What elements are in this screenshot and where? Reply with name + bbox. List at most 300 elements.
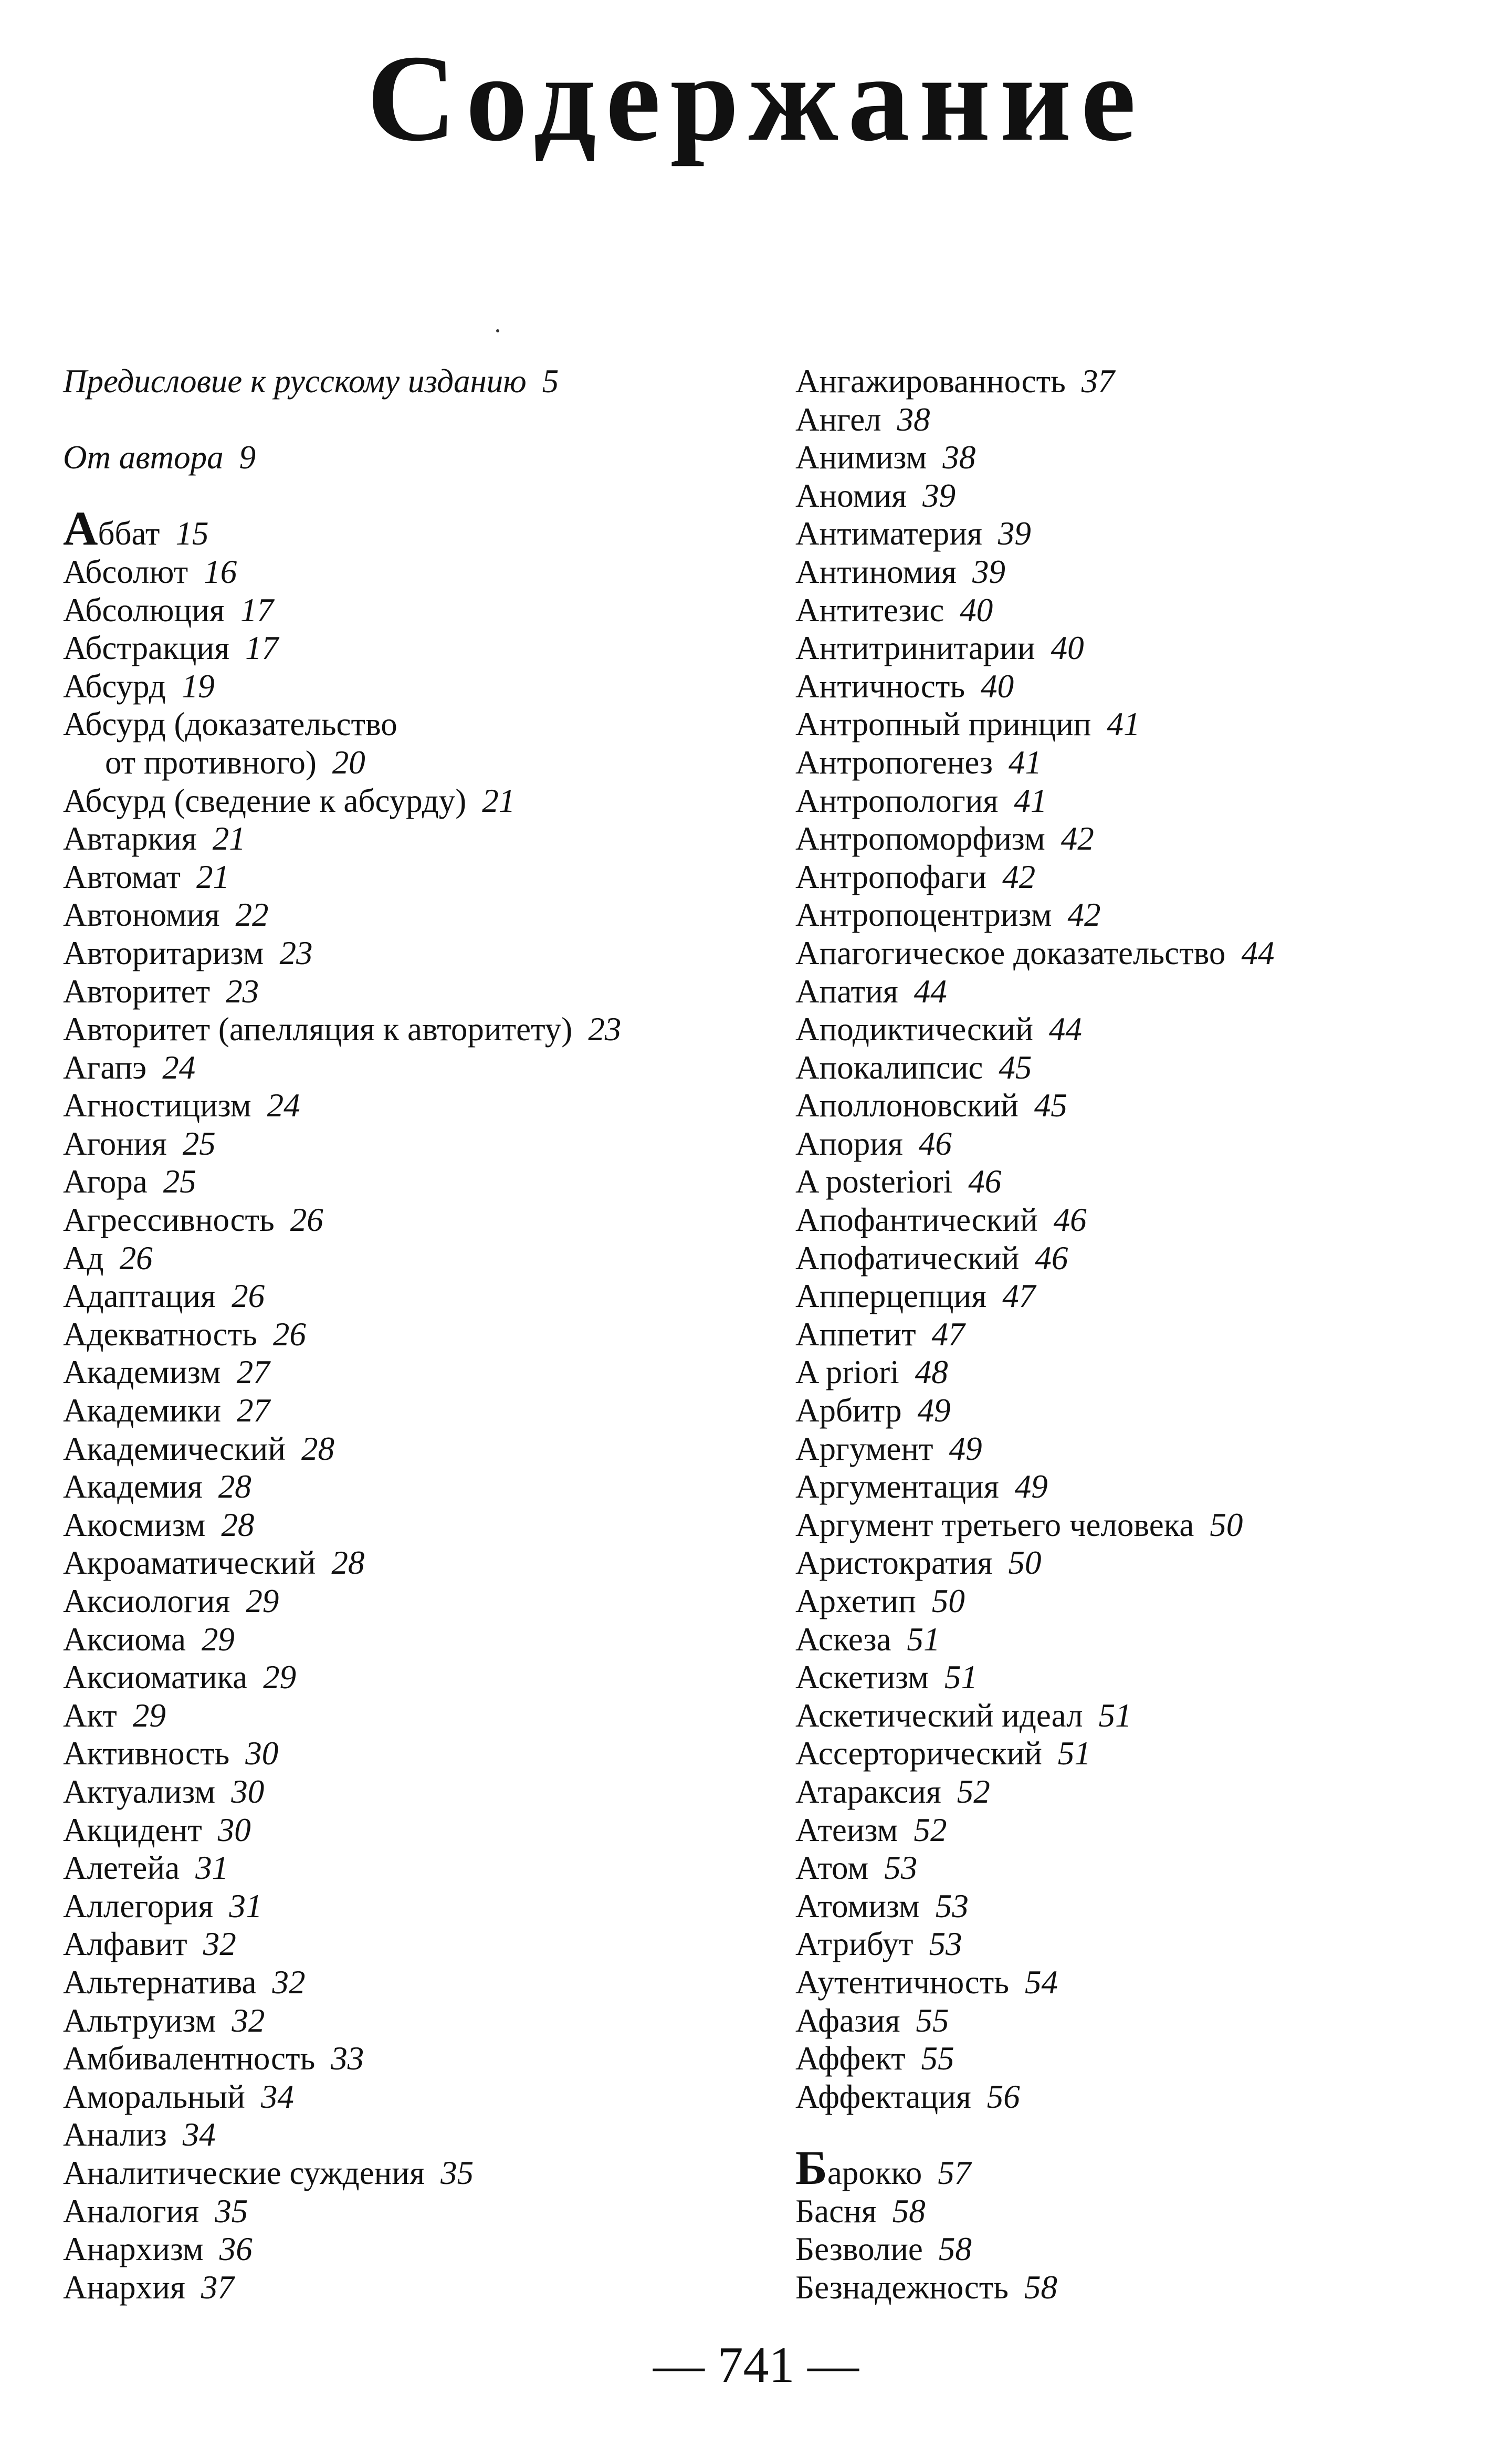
toc-term: От автора bbox=[63, 439, 224, 476]
toc-term: Акроаматический bbox=[63, 1544, 316, 1582]
toc-page-number: 36 bbox=[219, 2231, 253, 2268]
page-number: — 741 — bbox=[653, 2337, 859, 2393]
toc-term: Безнадежность bbox=[795, 2268, 1009, 2306]
toc-entry[interactable] bbox=[795, 553, 1499, 591]
toc-page-number: 58 bbox=[1024, 2268, 1058, 2306]
toc-page-number: 53 bbox=[935, 1887, 969, 1925]
toc-page-number: 37 bbox=[1081, 363, 1115, 400]
toc-term: Абсурд bbox=[63, 667, 166, 705]
toc-term: Ангажированность bbox=[795, 363, 1066, 400]
toc-page-number: 47 bbox=[931, 1315, 965, 1353]
toc-entry[interactable] bbox=[63, 1811, 766, 1849]
toc-entry[interactable] bbox=[795, 401, 1499, 439]
toc-term: Ассерторический bbox=[795, 1735, 1042, 1772]
toc-term: Аффектация bbox=[795, 2078, 971, 2115]
toc-entry[interactable] bbox=[63, 2002, 766, 2040]
toc-entry[interactable] bbox=[63, 1353, 766, 1392]
toc-term: Аналогия bbox=[63, 2192, 200, 2230]
toc-page-number: 19 bbox=[181, 667, 215, 705]
toc-term: Анархизм bbox=[63, 2231, 204, 2268]
toc-entry[interactable] bbox=[795, 515, 1499, 553]
toc-term: Предисловие к русскому изданию bbox=[63, 363, 527, 400]
toc-page-number: 46 bbox=[1053, 1201, 1087, 1239]
toc-entry[interactable] bbox=[63, 438, 766, 477]
toc-term: Абсолюция bbox=[63, 591, 225, 629]
toc-term: Аллегория bbox=[63, 1887, 214, 1925]
toc-page-number: 29 bbox=[201, 1620, 235, 1658]
toc-term: Антиномия bbox=[795, 553, 957, 590]
toc-term: Апперцепция bbox=[795, 1278, 987, 1315]
toc-entry[interactable] bbox=[63, 1734, 766, 1773]
toc-term: A priori bbox=[795, 1354, 899, 1391]
toc-entry[interactable] bbox=[63, 1773, 766, 1811]
toc-term: Автономия bbox=[63, 896, 220, 934]
toc-entry[interactable] bbox=[795, 629, 1499, 667]
toc-page-number: 34 bbox=[182, 2116, 216, 2153]
toc-page-number: 50 bbox=[1210, 1506, 1243, 1543]
toc-term: Аффект bbox=[795, 2040, 906, 2077]
toc-term: Аргумент bbox=[795, 1430, 933, 1467]
toc-entry[interactable] bbox=[795, 1849, 1499, 1887]
toc-term: Акцидент bbox=[63, 1811, 202, 1848]
toc-page-number: 40 bbox=[1051, 630, 1084, 667]
toc-entry[interactable] bbox=[63, 629, 766, 667]
toc-term: Ад bbox=[63, 1239, 104, 1277]
toc-page-number: 27 bbox=[237, 1392, 270, 1429]
toc-entry[interactable] bbox=[795, 972, 1499, 1011]
toc-entry[interactable] bbox=[795, 1658, 1499, 1697]
toc-term: Апофатический bbox=[795, 1239, 1020, 1277]
toc-page-number: 48 bbox=[915, 1354, 948, 1391]
toc-page-number: 52 bbox=[914, 1811, 947, 1848]
toc-page-number: 55 bbox=[916, 2002, 949, 2039]
toc-page-number: 30 bbox=[245, 1735, 279, 1772]
toc-term: Аморальный bbox=[63, 2078, 245, 2115]
toc-page-number: 23 bbox=[226, 972, 259, 1010]
toc-term: Аксиология bbox=[63, 1583, 230, 1619]
toc-term: Апория bbox=[795, 1125, 903, 1162]
toc-term: Апокалипсис bbox=[795, 1049, 983, 1086]
toc-entry[interactable] bbox=[795, 477, 1499, 515]
toc-entry[interactable] bbox=[795, 1277, 1499, 1315]
toc-entry[interactable] bbox=[63, 705, 766, 744]
toc-term: Арбитр bbox=[795, 1392, 902, 1429]
toc-page-number: 39 bbox=[998, 515, 1031, 552]
toc-page-number: 53 bbox=[929, 1926, 962, 1963]
toc-term: Аполлоновский bbox=[795, 1087, 1018, 1124]
toc-term: Антропогенез bbox=[795, 744, 993, 781]
toc-term: Ангел bbox=[795, 401, 881, 438]
toc-gap bbox=[63, 477, 766, 515]
toc-page-number: 24 bbox=[267, 1087, 300, 1124]
toc-entry[interactable] bbox=[795, 705, 1499, 744]
toc-page-number: 44 bbox=[1048, 1011, 1082, 1048]
toc-entry[interactable] bbox=[63, 1163, 766, 1201]
toc-entry[interactable] bbox=[795, 744, 1499, 782]
toc-page-number: 51 bbox=[1098, 1697, 1132, 1734]
toc-term: Адекватность bbox=[63, 1315, 257, 1353]
toc-entry[interactable] bbox=[63, 1697, 766, 1735]
toc-term: Аргумент третьего человека bbox=[795, 1506, 1194, 1543]
toc-entry[interactable] bbox=[795, 2268, 1499, 2307]
toc-term: Автомат bbox=[63, 858, 181, 895]
toc-term: Агапэ bbox=[63, 1049, 147, 1086]
toc-term: Антропоморфизм bbox=[795, 820, 1045, 858]
toc-page-number: 49 bbox=[949, 1430, 982, 1467]
toc-term: Антропология bbox=[795, 782, 999, 819]
toc-term: Аргументация bbox=[795, 1468, 999, 1505]
toc-term: Антитринитарии bbox=[795, 630, 1035, 667]
toc-gap bbox=[795, 2116, 1499, 2154]
toc-term: Академия bbox=[63, 1468, 203, 1505]
toc-page-number: 51 bbox=[907, 1620, 940, 1658]
toc-entry[interactable] bbox=[63, 858, 766, 896]
section-initial-letter: А bbox=[63, 501, 98, 556]
toc-page-number: 32 bbox=[232, 2002, 265, 2039]
toc-entry[interactable] bbox=[63, 1925, 766, 1963]
toc-page-number: 58 bbox=[938, 2231, 972, 2268]
toc-entry[interactable] bbox=[795, 1620, 1499, 1659]
toc-term: Агора bbox=[63, 1163, 148, 1200]
section-initial-letter: Б bbox=[795, 2140, 827, 2194]
toc-page-number: 23 bbox=[588, 1011, 622, 1048]
toc-entry[interactable] bbox=[795, 2078, 1499, 2116]
toc-page-number: 25 bbox=[182, 1125, 216, 1162]
toc-entry[interactable] bbox=[63, 1010, 766, 1049]
toc-entry[interactable] bbox=[795, 782, 1499, 820]
toc-entry[interactable] bbox=[795, 820, 1499, 858]
toc-entry[interactable] bbox=[795, 2192, 1499, 2231]
toc-entry[interactable] bbox=[795, 1086, 1499, 1125]
toc-page-number: 26 bbox=[272, 1315, 306, 1353]
toc-term: Безволие bbox=[795, 2231, 923, 2268]
toc-term: Атараксия bbox=[795, 1773, 941, 1810]
toc-entry[interactable] bbox=[63, 2230, 766, 2268]
toc-entry[interactable] bbox=[795, 1049, 1499, 1087]
toc-column-left bbox=[63, 362, 766, 2306]
toc-term: Антропоцентризм bbox=[795, 896, 1052, 934]
toc-term: Апатия bbox=[795, 972, 898, 1010]
toc-entry[interactable] bbox=[63, 1277, 766, 1315]
toc-entry[interactable] bbox=[63, 2116, 766, 2154]
toc-entry[interactable] bbox=[795, 1353, 1499, 1392]
toc-term: Актуализм bbox=[63, 1773, 216, 1810]
toc-term: Альтруизм bbox=[63, 2002, 216, 2039]
toc-entry[interactable] bbox=[63, 2268, 766, 2307]
toc-entry[interactable] bbox=[795, 1315, 1499, 1354]
toc-term: Академики bbox=[63, 1392, 222, 1429]
toc-entry[interactable] bbox=[795, 1582, 1499, 1620]
toc-page-number: 52 bbox=[957, 1773, 990, 1810]
toc-page-number: 42 bbox=[1067, 896, 1101, 934]
toc-page-number: 30 bbox=[217, 1811, 251, 1848]
toc-page-number: 34 bbox=[260, 2078, 294, 2115]
toc-page-number: 46 bbox=[918, 1125, 952, 1162]
toc-entry[interactable] bbox=[795, 362, 1499, 401]
toc-page-number: 49 bbox=[1014, 1468, 1048, 1505]
toc-term: Антиматерия bbox=[795, 515, 982, 552]
toc-term: Амбивалентность bbox=[63, 2040, 316, 2077]
toc-term: Алетейа bbox=[63, 1849, 180, 1887]
toc-page-number: 42 bbox=[1060, 820, 1094, 858]
toc-page-number: 21 bbox=[482, 782, 516, 819]
toc-entry[interactable] bbox=[63, 2154, 766, 2192]
toc-entry[interactable] bbox=[63, 820, 766, 858]
toc-page-number: 41 bbox=[1107, 706, 1140, 743]
toc-page-number: 28 bbox=[331, 1544, 365, 1582]
toc-term: Аскетический идеал bbox=[795, 1697, 1083, 1734]
toc-page-number: 57 bbox=[938, 2154, 971, 2191]
toc-page-number: 37 bbox=[201, 2268, 234, 2306]
toc-entry[interactable] bbox=[795, 2040, 1499, 2078]
toc-term: Альтернатива bbox=[63, 1963, 257, 2001]
toc-term: Автаркия bbox=[63, 820, 197, 858]
toc-page-number: 16 bbox=[204, 553, 237, 590]
toc-entry[interactable] bbox=[63, 2192, 766, 2231]
toc-term: Активность bbox=[63, 1735, 230, 1772]
toc-term: Авторитет bbox=[63, 972, 211, 1010]
toc-term: A posteriori bbox=[795, 1163, 953, 1200]
toc-term: Атеизм bbox=[795, 1811, 898, 1848]
toc-page-number: 51 bbox=[944, 1659, 978, 1696]
toc-term: Агностицизм bbox=[63, 1087, 251, 1124]
toc-term: Анализ bbox=[63, 2116, 167, 2153]
toc-page-number: 56 bbox=[986, 2078, 1020, 2115]
toc-page-number: 54 bbox=[1025, 1963, 1058, 2001]
toc-page-number: 20 bbox=[332, 744, 365, 781]
toc-page-number: 32 bbox=[272, 1963, 306, 2001]
toc-entry[interactable] bbox=[795, 1811, 1499, 1849]
toc-page-number: 40 bbox=[981, 667, 1014, 705]
toc-page-number: 22 bbox=[235, 896, 269, 934]
toc-term: Басня bbox=[795, 2192, 877, 2230]
toc-entry[interactable] bbox=[795, 1430, 1499, 1468]
toc-term: Аутентичность bbox=[795, 1963, 1010, 2001]
toc-entry[interactable] bbox=[795, 1163, 1499, 1201]
toc-page-number: 31 bbox=[229, 1887, 262, 1925]
toc-page-number: 46 bbox=[968, 1163, 1002, 1200]
toc-page-number: 26 bbox=[290, 1201, 323, 1239]
toc-page-number: 53 bbox=[884, 1849, 918, 1887]
toc-entry[interactable] bbox=[795, 1392, 1499, 1430]
toc-page-number: 55 bbox=[921, 2040, 954, 2077]
toc-entry[interactable] bbox=[63, 1544, 766, 1582]
toc-entry[interactable] bbox=[63, 1239, 766, 1278]
toc-page-number: 49 bbox=[917, 1392, 951, 1429]
toc-term: Абстракция bbox=[63, 630, 230, 667]
print-speck bbox=[496, 329, 499, 332]
toc-entry[interactable] bbox=[795, 667, 1499, 706]
toc-entry[interactable] bbox=[795, 934, 1499, 972]
toc-term: Анимизм bbox=[795, 439, 927, 476]
toc-term: Атрибут bbox=[795, 1926, 914, 1963]
toc-page-number: 17 bbox=[245, 630, 279, 667]
toc-page-number: 29 bbox=[132, 1697, 166, 1734]
toc-page-number: 35 bbox=[215, 2192, 248, 2230]
toc-entry[interactable] bbox=[795, 1239, 1499, 1278]
toc-page-number: 17 bbox=[240, 591, 274, 629]
toc-page-number: 25 bbox=[163, 1163, 196, 1200]
toc-page-number: 35 bbox=[440, 2154, 474, 2191]
toc-page-number: 28 bbox=[301, 1430, 334, 1467]
toc-page-number: 45 bbox=[999, 1049, 1032, 1086]
toc-entry[interactable] bbox=[795, 1697, 1499, 1735]
toc-page-number: 29 bbox=[246, 1583, 279, 1619]
toc-term: Аскетизм bbox=[795, 1659, 929, 1696]
toc-page-number: 42 bbox=[1002, 858, 1036, 895]
toc-entry[interactable] bbox=[63, 782, 766, 820]
toc-term: арокко bbox=[827, 2154, 922, 2191]
toc-term: Аномия bbox=[795, 477, 907, 514]
toc-gap bbox=[63, 401, 766, 439]
toc-page-number: 24 bbox=[162, 1049, 196, 1086]
toc-entry[interactable] bbox=[63, 1201, 766, 1239]
toc-entry[interactable] bbox=[63, 1658, 766, 1697]
toc-term: Академический bbox=[63, 1430, 286, 1467]
toc-entry[interactable] bbox=[63, 362, 766, 401]
toc-entry[interactable] bbox=[63, 501, 766, 556]
toc-entry[interactable] bbox=[795, 1125, 1499, 1163]
toc-column-right bbox=[795, 362, 1499, 2306]
toc-entry[interactable] bbox=[795, 1925, 1499, 1963]
toc-term: Адаптация bbox=[63, 1278, 216, 1315]
toc-entry[interactable] bbox=[63, 1849, 766, 1887]
toc-page-number: 50 bbox=[931, 1583, 965, 1619]
toc-entry[interactable] bbox=[63, 896, 766, 934]
toc-entry[interactable] bbox=[795, 1773, 1499, 1811]
toc-term: Агония bbox=[63, 1125, 167, 1162]
toc-term: Архетип bbox=[795, 1583, 916, 1619]
toc-term: Анархия bbox=[63, 2268, 185, 2306]
toc-term: Агрессивность bbox=[63, 1201, 275, 1239]
toc-page-number: 41 bbox=[1009, 744, 1042, 781]
toc-term: Абсурд (сведение к абсурду) bbox=[63, 782, 467, 819]
toc-entry[interactable] bbox=[795, 438, 1499, 477]
toc-entry[interactable] bbox=[63, 1049, 766, 1087]
toc-page-number: 29 bbox=[263, 1659, 297, 1696]
toc-page-number: 41 bbox=[1014, 782, 1047, 819]
toc-page-number: 33 bbox=[331, 2040, 364, 2077]
toc-page-number: 21 bbox=[212, 820, 246, 858]
toc-page-number: 15 bbox=[175, 515, 209, 552]
toc-page-number: 21 bbox=[196, 858, 229, 895]
toc-page-number: 50 bbox=[1008, 1544, 1042, 1582]
toc-entry[interactable] bbox=[63, 1506, 766, 1544]
toc-term: Аппетит bbox=[795, 1315, 916, 1353]
toc-entry[interactable] bbox=[795, 1734, 1499, 1773]
toc-entry[interactable] bbox=[63, 744, 766, 782]
toc-term: Аксиоматика bbox=[63, 1659, 248, 1696]
toc-entry[interactable] bbox=[63, 553, 766, 591]
toc-entry[interactable] bbox=[63, 1315, 766, 1354]
toc-term: Аксиома bbox=[63, 1620, 186, 1658]
toc-page-number: 9 bbox=[239, 439, 256, 476]
toc-page-number: 39 bbox=[922, 477, 956, 514]
toc-entry[interactable] bbox=[63, 2078, 766, 2116]
toc-term: ббат bbox=[98, 515, 160, 552]
toc-term: Алфавит bbox=[63, 1926, 187, 1963]
toc-term: Аскеза bbox=[795, 1620, 891, 1658]
toc-entry[interactable] bbox=[795, 2002, 1499, 2040]
toc-entry[interactable] bbox=[63, 667, 766, 706]
toc-page-number: 23 bbox=[279, 934, 313, 971]
toc-page-number: 38 bbox=[897, 401, 930, 438]
toc-page-number: 28 bbox=[221, 1506, 255, 1543]
toc-entry[interactable] bbox=[63, 1887, 766, 1926]
toc-page-number: 45 bbox=[1034, 1087, 1067, 1124]
toc-page-number: 26 bbox=[119, 1239, 153, 1277]
toc-entry[interactable] bbox=[795, 2230, 1499, 2268]
toc-page-number: 38 bbox=[942, 439, 976, 476]
toc-term: Афазия bbox=[795, 2002, 900, 2039]
toc-entry[interactable] bbox=[795, 591, 1499, 630]
toc-term: Атомизм bbox=[795, 1887, 920, 1925]
toc-term: Аристократия bbox=[795, 1544, 993, 1582]
toc-entry[interactable] bbox=[795, 1887, 1499, 1926]
toc-term: Акосмизм bbox=[63, 1506, 206, 1543]
toc-entry[interactable] bbox=[795, 1544, 1499, 1582]
toc-entry[interactable] bbox=[795, 1010, 1499, 1049]
toc-entry[interactable] bbox=[63, 972, 766, 1011]
toc-entry[interactable] bbox=[795, 1201, 1499, 1239]
toc-page-number: 27 bbox=[236, 1354, 270, 1391]
toc-term: Абсурд (доказательство bbox=[63, 706, 397, 743]
toc-entry[interactable] bbox=[63, 591, 766, 630]
toc-entry[interactable] bbox=[63, 1963, 766, 2002]
toc-term: Авторитет (апелляция к авторитету) bbox=[63, 1011, 573, 1048]
page-title: Содержание bbox=[366, 30, 1146, 167]
toc-entry[interactable] bbox=[63, 1086, 766, 1125]
toc-entry[interactable] bbox=[63, 1392, 766, 1430]
toc-term: Античность bbox=[795, 667, 965, 705]
toc-term: Аподиктический bbox=[795, 1011, 1033, 1048]
toc-entry[interactable] bbox=[795, 858, 1499, 896]
toc-entry[interactable] bbox=[795, 1468, 1499, 1506]
toc-entry[interactable] bbox=[795, 1963, 1499, 2002]
toc-page-number: 44 bbox=[914, 972, 947, 1010]
toc-entry[interactable] bbox=[63, 1582, 766, 1620]
toc-page-number: 5 bbox=[542, 363, 559, 400]
toc-term: Атом bbox=[795, 1849, 869, 1887]
toc-entry[interactable] bbox=[63, 1620, 766, 1659]
toc-term: Антропный принцип bbox=[795, 706, 1091, 743]
toc-term: Антропофаги bbox=[795, 858, 987, 895]
toc-page-number: 40 bbox=[960, 591, 993, 629]
toc-entry[interactable] bbox=[63, 1430, 766, 1468]
toc-entry[interactable] bbox=[795, 896, 1499, 934]
toc-term: Акт bbox=[63, 1697, 117, 1734]
toc-page-number: 28 bbox=[218, 1468, 251, 1505]
toc-term: Апагогическое доказательство bbox=[795, 934, 1226, 971]
toc-term: Авторитаризм bbox=[63, 934, 264, 971]
toc-entry[interactable] bbox=[63, 1468, 766, 1506]
toc-page-number: 39 bbox=[972, 553, 1006, 590]
toc-page-number: 47 bbox=[1002, 1278, 1036, 1315]
toc-term: Апофантический bbox=[795, 1201, 1038, 1239]
toc-entry[interactable] bbox=[63, 2040, 766, 2078]
toc-entry[interactable] bbox=[795, 2140, 1499, 2194]
toc-entry[interactable] bbox=[63, 934, 766, 972]
toc-entry[interactable] bbox=[63, 1125, 766, 1163]
toc-term: от противного) bbox=[105, 744, 317, 781]
toc-page-number: 51 bbox=[1057, 1735, 1091, 1772]
toc-page-number: 32 bbox=[203, 1926, 236, 1963]
toc-page-number: 26 bbox=[232, 1278, 265, 1315]
toc-term: Академизм bbox=[63, 1354, 221, 1391]
toc-entry[interactable] bbox=[795, 1506, 1499, 1544]
toc-term: Абсолют bbox=[63, 553, 188, 590]
toc-page-number: 31 bbox=[195, 1849, 229, 1887]
